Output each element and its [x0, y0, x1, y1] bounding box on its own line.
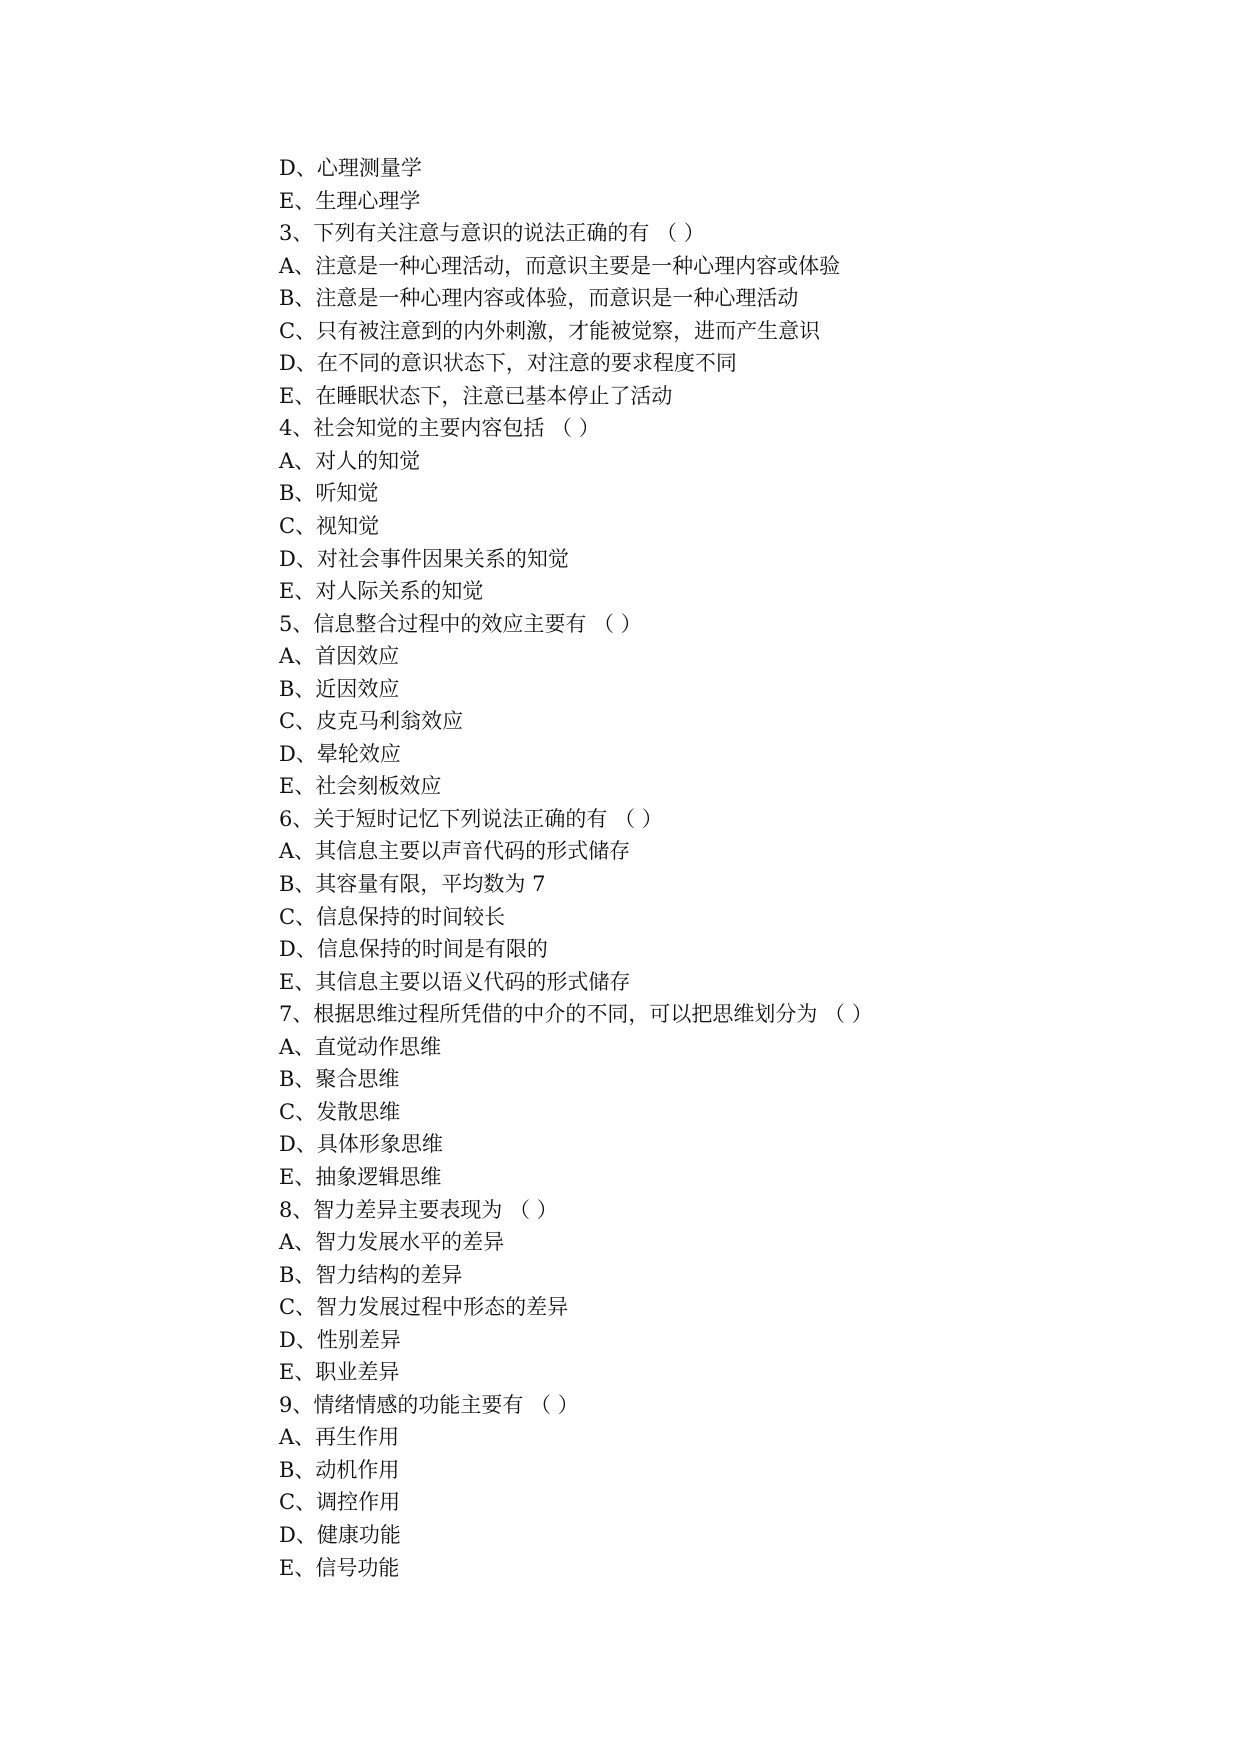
option-line: B、听知觉 — [279, 481, 379, 506]
option-line: C、发散思维 — [279, 1099, 401, 1124]
option-line: E、对人际关系的知觉 — [279, 579, 484, 604]
option-line: D、在不同的意识状态下，对注意的要求程度不同 — [279, 351, 737, 376]
question-line: 3、下列有关注意与意识的说法正确的有 （ ） — [279, 221, 705, 246]
option-line: E、抽象逻辑思维 — [279, 1164, 442, 1189]
question-line: 8、智力差异主要表现为 （ ） — [279, 1197, 558, 1222]
option-line: D、健康功能 — [279, 1522, 401, 1547]
question-line: 9、情绪情感的功能主要有 （ ） — [279, 1392, 579, 1417]
option-line: D、性别差异 — [279, 1327, 401, 1352]
option-line: C、皮克马利翁效应 — [279, 709, 464, 734]
option-line: B、智力结构的差异 — [279, 1262, 463, 1287]
option-line: B、近因效应 — [279, 676, 400, 701]
option-line: E、职业差异 — [279, 1360, 400, 1385]
option-line: C、调控作用 — [279, 1490, 401, 1515]
option-line: A、直觉动作思维 — [279, 1034, 442, 1059]
question-list — [279, 152, 1179, 1584]
question-line: 6、关于短时记忆下列说法正确的有 （ ） — [279, 806, 663, 831]
option-line: D、信息保持的时间是有限的 — [279, 937, 548, 962]
option-line: E、信号功能 — [279, 1555, 400, 1580]
option-line: D、心理测量学 — [279, 156, 422, 180]
option-line: A、其信息主要以声音代码的形式储存 — [279, 839, 631, 864]
option-line: B、聚合思维 — [279, 1067, 400, 1092]
option-line: A、再生作用 — [279, 1425, 400, 1450]
question-line: 5、信息整合过程中的效应主要有 （ ） — [279, 611, 642, 636]
option-line: A、注意是一种心理活动，而意识主要是一种心理内容或体验 — [279, 253, 841, 278]
option-line: D、对社会事件因果关系的知觉 — [279, 546, 569, 571]
option-line: A、对人的知觉 — [279, 448, 421, 473]
question-line: 7、根据思维过程所凭借的中介的不同，可以把思维划分为 （ ） — [279, 1002, 873, 1027]
option-line: C、智力发展过程中形态的差异 — [279, 1295, 569, 1320]
option-line: C、视知觉 — [279, 514, 380, 539]
option-line: B、其容量有限，平均数为 7 — [279, 872, 546, 897]
option-line: E、生理心理学 — [279, 188, 421, 213]
option-line: D、晕轮效应 — [279, 741, 401, 766]
option-line: D、具体形象思维 — [279, 1132, 443, 1157]
option-line: B、动机作用 — [279, 1457, 400, 1482]
option-line: C、只有被注意到的内外刺激，才能被觉察，进而产生意识 — [279, 318, 821, 343]
option-line: C、信息保持的时间较长 — [279, 904, 506, 929]
option-line: A、首因效应 — [279, 644, 400, 669]
option-line: E、其信息主要以语义代码的形式储存 — [279, 969, 631, 994]
option-line: B、注意是一种心理内容或体验，而意识是一种心理活动 — [279, 286, 799, 311]
question-line: 4、社会知觉的主要内容包括 （ ） — [279, 416, 600, 441]
option-line: E、在睡眠状态下，注意已基本停止了活动 — [279, 383, 673, 408]
option-line: E、社会刻板效应 — [279, 774, 442, 799]
option-line: A、智力发展水平的差异 — [279, 1230, 505, 1255]
